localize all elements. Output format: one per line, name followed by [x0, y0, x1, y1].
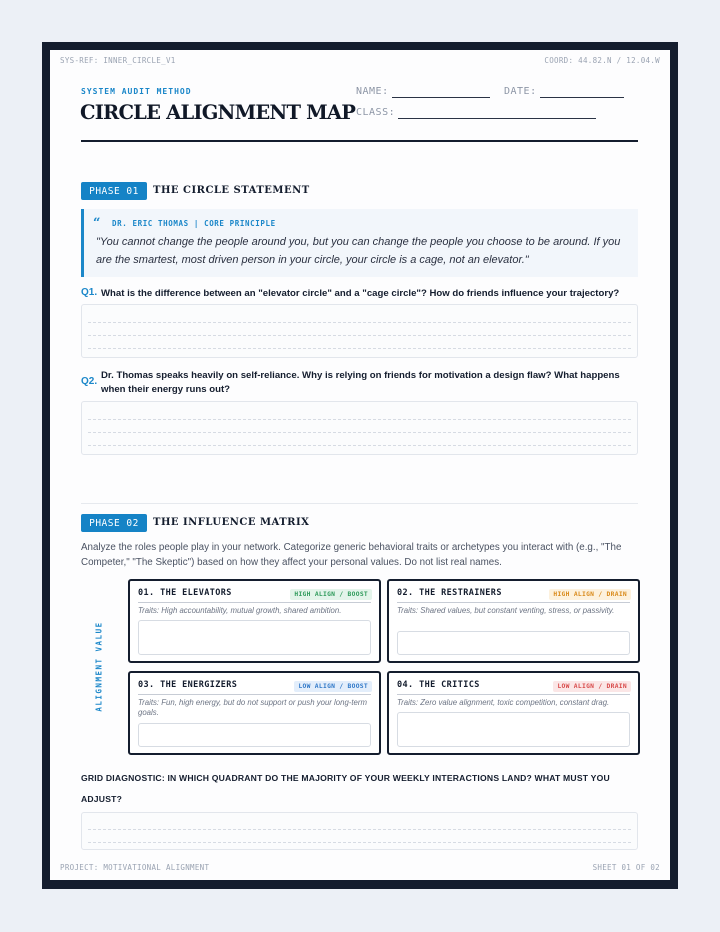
quote-box — [81, 209, 638, 277]
quote-icon: “ — [93, 216, 101, 231]
section-divider — [81, 503, 638, 504]
quadrant-restrainers — [387, 579, 640, 663]
phase-01-tag: PHASE 01 — [81, 182, 147, 200]
quadrant-traits: Traits: Zero value alignment, toxic competition, constant drag. — [397, 698, 610, 707]
quadrant-traits: Traits: High accountability, mutual growth, shared ambition. — [138, 606, 342, 615]
date-field[interactable] — [540, 97, 624, 98]
footer-sheet: SHEET 01 OF 02 — [592, 863, 660, 872]
header-rule — [81, 140, 638, 142]
status-badge: LOW ALIGN / BOOST — [294, 681, 372, 692]
quadrant-title: 04. THE CRITICS — [397, 680, 480, 690]
quadrant-answer-box[interactable] — [138, 723, 371, 747]
name-field[interactable] — [392, 97, 490, 98]
quadrant-answer-box[interactable] — [397, 631, 630, 655]
name-label: NAME: — [356, 86, 389, 97]
quadrant-critics — [387, 671, 640, 755]
worksheet — [50, 50, 670, 880]
quote-source: DR. ERIC THOMAS | CORE PRINCIPLE — [112, 219, 276, 228]
footer-project: PROJECT: MOTIVATIONAL ALIGNMENT — [60, 863, 210, 872]
quadrant-title: 02. THE RESTRAINERS — [397, 588, 502, 598]
quadrant-title: 01. THE ELEVATORS — [138, 588, 232, 598]
q1-answer-box[interactable] — [81, 304, 638, 358]
status-badge: HIGH ALIGN / DRAIN — [549, 589, 631, 600]
q2-text: Dr. Thomas speaks heavily on self-reliance. Why is relying on friends for motivation a design flaw? What happens when their energy runs out? — [101, 370, 620, 395]
status-badge: HIGH ALIGN / BOOST — [290, 589, 372, 600]
quadrant-elevators — [128, 579, 381, 663]
page-title: CIRCLE ALIGNMENT MAP — [80, 101, 356, 124]
phase-02-title: THE INFLUENCE MATRIX — [153, 517, 310, 528]
q2-answer-box[interactable] — [81, 401, 638, 455]
quadrant-answer-box[interactable] — [138, 620, 371, 655]
kicker: SYSTEM AUDIT METHOD — [81, 87, 192, 96]
class-label: CLASS: — [356, 107, 396, 118]
coordinates: COORD: 44.82.N / 12.04.W — [544, 56, 660, 65]
quadrant-traits: Traits: Shared values, but constant venting, stress, or passivity. — [397, 606, 615, 615]
grid-diagnostic-question: GRID DIAGNOSTIC: IN WHICH QUADRANT DO THE MAJORITY OF YOUR WEEKLY INTERACTIONS LAND? WHAT MUST YOU ADJUST? — [81, 773, 610, 804]
q1-label: Q1. — [81, 287, 98, 298]
quadrant-answer-box[interactable] — [397, 712, 630, 747]
date-label: DATE: — [504, 86, 537, 97]
diagnostic-answer-box[interactable] — [81, 812, 638, 850]
quadrant-traits: Traits: Fun, high energy, but do not support or push your long-term goals. — [138, 698, 367, 717]
matrix-intro: Analyze the roles people play in your network. Categorize generic behavioral traits or archetypes you interact with (e.g., "The Competer," "The Skeptic") based on how they affect your personal values. Do not list real names. — [81, 542, 622, 568]
class-field[interactable] — [398, 118, 596, 119]
alignment-axis-label: ALIGNMENT VALUE — [94, 621, 104, 712]
quote-text: "You cannot change the people around you, but you can change the people you choose to be around. If you are the smartest, most driven person in your circle, your circle is a cage, not an elevator." — [96, 236, 621, 266]
status-badge: LOW ALIGN / DRAIN — [553, 681, 631, 692]
quadrant-title: 03. THE ENERGIZERS — [138, 680, 238, 690]
quadrant-energizers — [128, 671, 381, 755]
q2-label: Q2. — [81, 376, 98, 387]
q1-text: What is the difference between an "elevator circle" and a "cage circle"? How do friends influence your trajectory? — [101, 288, 620, 299]
sys-ref: SYS-REF: INNER_CIRCLE_V1 — [60, 56, 176, 65]
phase-01-title: THE CIRCLE STATEMENT — [153, 185, 310, 196]
phase-02-tag: PHASE 02 — [81, 514, 147, 532]
page-frame — [42, 42, 678, 889]
